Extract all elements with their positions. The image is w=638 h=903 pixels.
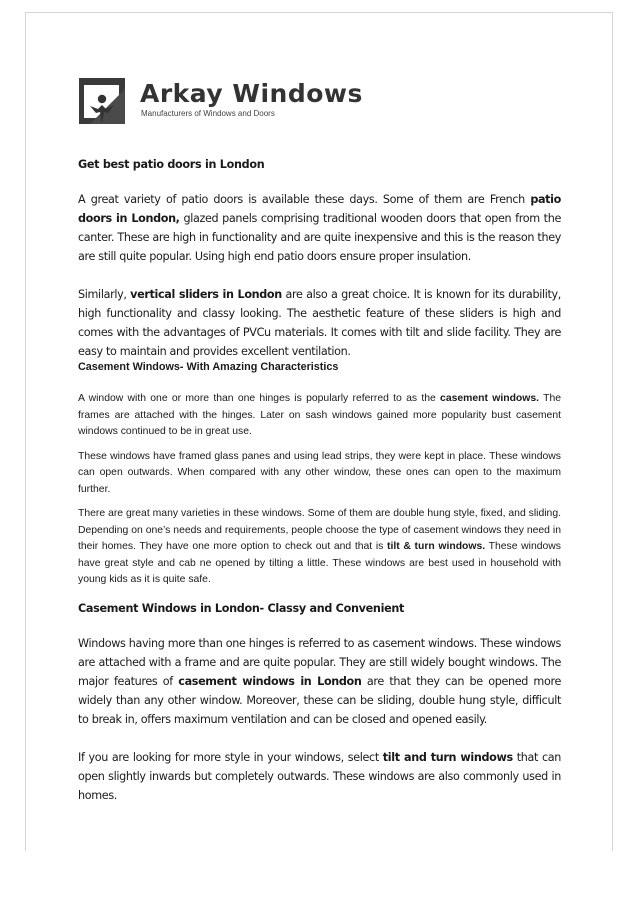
brand-logo: [78, 77, 363, 125]
paragraph: If you are looking for more style in your windows, select tilt and turn windows that can open slightly inwards but completely outwards. These windows are also commonly used in homes.: [78, 751, 561, 802]
section-heading: Casement Windows- With Amazing Characteristics: [78, 361, 339, 373]
paragraph: Similarly, vertical sliders in London are also a great choice. It is known for its durability, high functionality and classy looking. The aesthetic feature of these sliders is high and comes with the advantages of PVCu materials. It comes with tilt and slide facility. They are easy to maintain and provides excellent ventilation.: [78, 288, 561, 358]
brand-tagline: Manufacturers of Windows and Doors: [141, 109, 275, 118]
section-patio-doors: [78, 155, 561, 361]
paragraph: A window with one or more than one hinges is popularly referred to as the casement windows. The frames are attached with the hinges. Later on sash windows gained more popularity bust casement windows continued to be in great use.: [78, 393, 561, 437]
page-border-right: [612, 12, 613, 851]
paragraph: There are great many varieties in these windows. Some of them are double hung style, fixed, and sliding. Depending on one’s needs and requirements, people choose the type of casement windows they need in their homes. They have one more option to check out and that is tilt & turn windows. These windows have great style and cab ne opened by tilting a little. These windows are best used in household with young kids as it is quite safe.: [78, 508, 561, 585]
keyword: vertical sliders in London: [130, 288, 282, 301]
paragraph: A great variety of patio doors is available these days. Some of them are French patio doors in London, glazed panels comprising traditional wooden doors that open from the canter. These are high in functionality and are quite inexpensive and this is the reason they are still quite popular. Using high end patio doors ensure proper insulation.: [78, 193, 561, 263]
paragraph: These windows have framed glass panes and using lead strips, they were kept in place. These windows can open outwards. When compared with any other window, these ones can open to the maximum further.: [78, 450, 561, 495]
section-heading: Casement Windows in London- Classy and Convenient: [78, 602, 405, 615]
section-heading: Get best patio doors in London: [78, 158, 265, 171]
keyword: casement windows in London: [178, 675, 362, 688]
page-border-left: [25, 12, 26, 851]
keyword: tilt & turn windows.: [387, 541, 486, 552]
keyword: patio doors in London,: [78, 193, 561, 225]
keyword: tilt and turn windows: [382, 751, 513, 764]
section-casement-characteristics: [78, 359, 561, 589]
keyword: casement windows.: [440, 393, 540, 404]
page-border-top: [25, 12, 613, 13]
window-person-icon: [78, 77, 126, 125]
section-casement-london: [78, 599, 561, 805]
brand-name: Arkay Windows: [140, 79, 363, 108]
paragraph: Windows having more than one hinges is referred to as casement windows. These windows are attached with a frame and are quite popular. They are still widely bought windows. The major features of casement windows in London are that they can be opened more widely than any other window. Moreover, these can be sliding, double hung style, difficult to break in, offers maximum ventilation and can be closed and opened easily.: [78, 637, 561, 726]
